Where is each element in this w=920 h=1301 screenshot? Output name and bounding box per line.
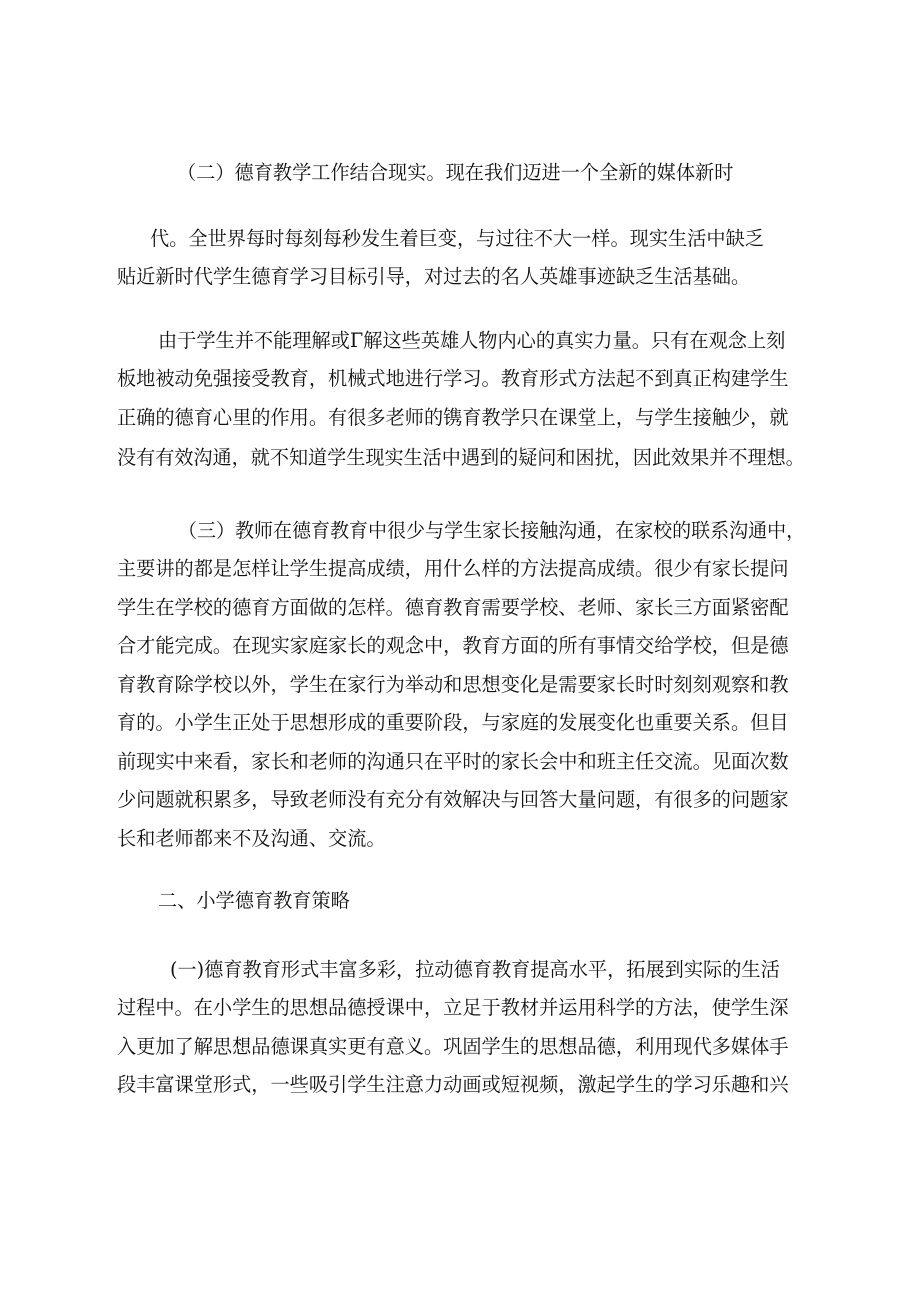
text-line: 合才能完成。在现实家庭家长的观念中，教育方面的所有事情交给学校，但是德: [117, 634, 789, 657]
text-line: 前现实中来看，家长和老师的沟通只在平时的家长会中和班主任交流。见面次数: [117, 750, 789, 773]
text-line: 学生在学校的德育方面做的怎样。德育教育需要学校、老师、家长三方面紧密配: [117, 596, 789, 619]
text-line: 少问题就积累多，导致老师没有充分有效解决与回答大量问题，有很多的问题家: [117, 788, 789, 811]
text-line: 过程中。在小学生的思想品德授课中，立足于教材并运用科学的方法，使学生深: [117, 996, 789, 1019]
text-line: 板地被动免强接受教育，机械式地进行学习。教育形式方法起不到真正构建学生: [117, 367, 789, 390]
text-line: 主要讲的都是怎样让学生提高成绩，用什么样的方法提高成绩。很少有家长提问: [117, 557, 789, 580]
text-line: (一)德育教育形式丰富多彩，拉动德育教育提高水平，拓展到实际的生活: [170, 958, 780, 981]
text-line: 长和老师都来不及沟通、交流。: [117, 827, 386, 850]
text-line: 贴近新时代学生德育学习目标引导，对过去的名人英雄事迹缺乏生活基础。: [117, 265, 751, 288]
section-heading: 二、小学德育教育策略: [158, 889, 350, 912]
text-line: 入更加了解思想品德课真实更有意义。巩固学生的思想品德，利用现代多媒体手: [117, 1035, 789, 1058]
text-line: 正确的德育心里的作用。有很多老师的镌育教学只在课堂上，与学生接触少，就: [117, 406, 789, 429]
text-line: （二）德育教学工作结合现实。现在我们迈进一个全新的媒体新时: [177, 161, 734, 184]
text-line: 段丰富课堂形式，一些吸引学生注意力动画或短视频，激起学生的学习乐趣和兴: [117, 1073, 789, 1096]
text-line: 没有有效沟通，就不知道学生现实生活中遇到的疑问和困扰，因此效果并不理想。: [117, 446, 805, 469]
text-line: （三）教师在德育教育中很少与学生家长接触沟通，在家校的联系沟通中，: [178, 519, 806, 542]
text-line: 代。全世界每时每刻每秒发生着巨变，与过往不大一样。现实生活中缺乏: [150, 227, 764, 250]
text-line: 育教育除学校以外，学生在家行为举动和思想变化是需要家长时时刻刻观察和教: [117, 673, 789, 696]
text-line: 育的。小学生正处于思想形成的重要阶段，与家庭的发展变化也重要关系。但目: [117, 711, 789, 734]
text-line: 由于学生并不能理解或Γ解这些英雄人物内心的真实力量。只有在观念上刻: [158, 329, 786, 352]
